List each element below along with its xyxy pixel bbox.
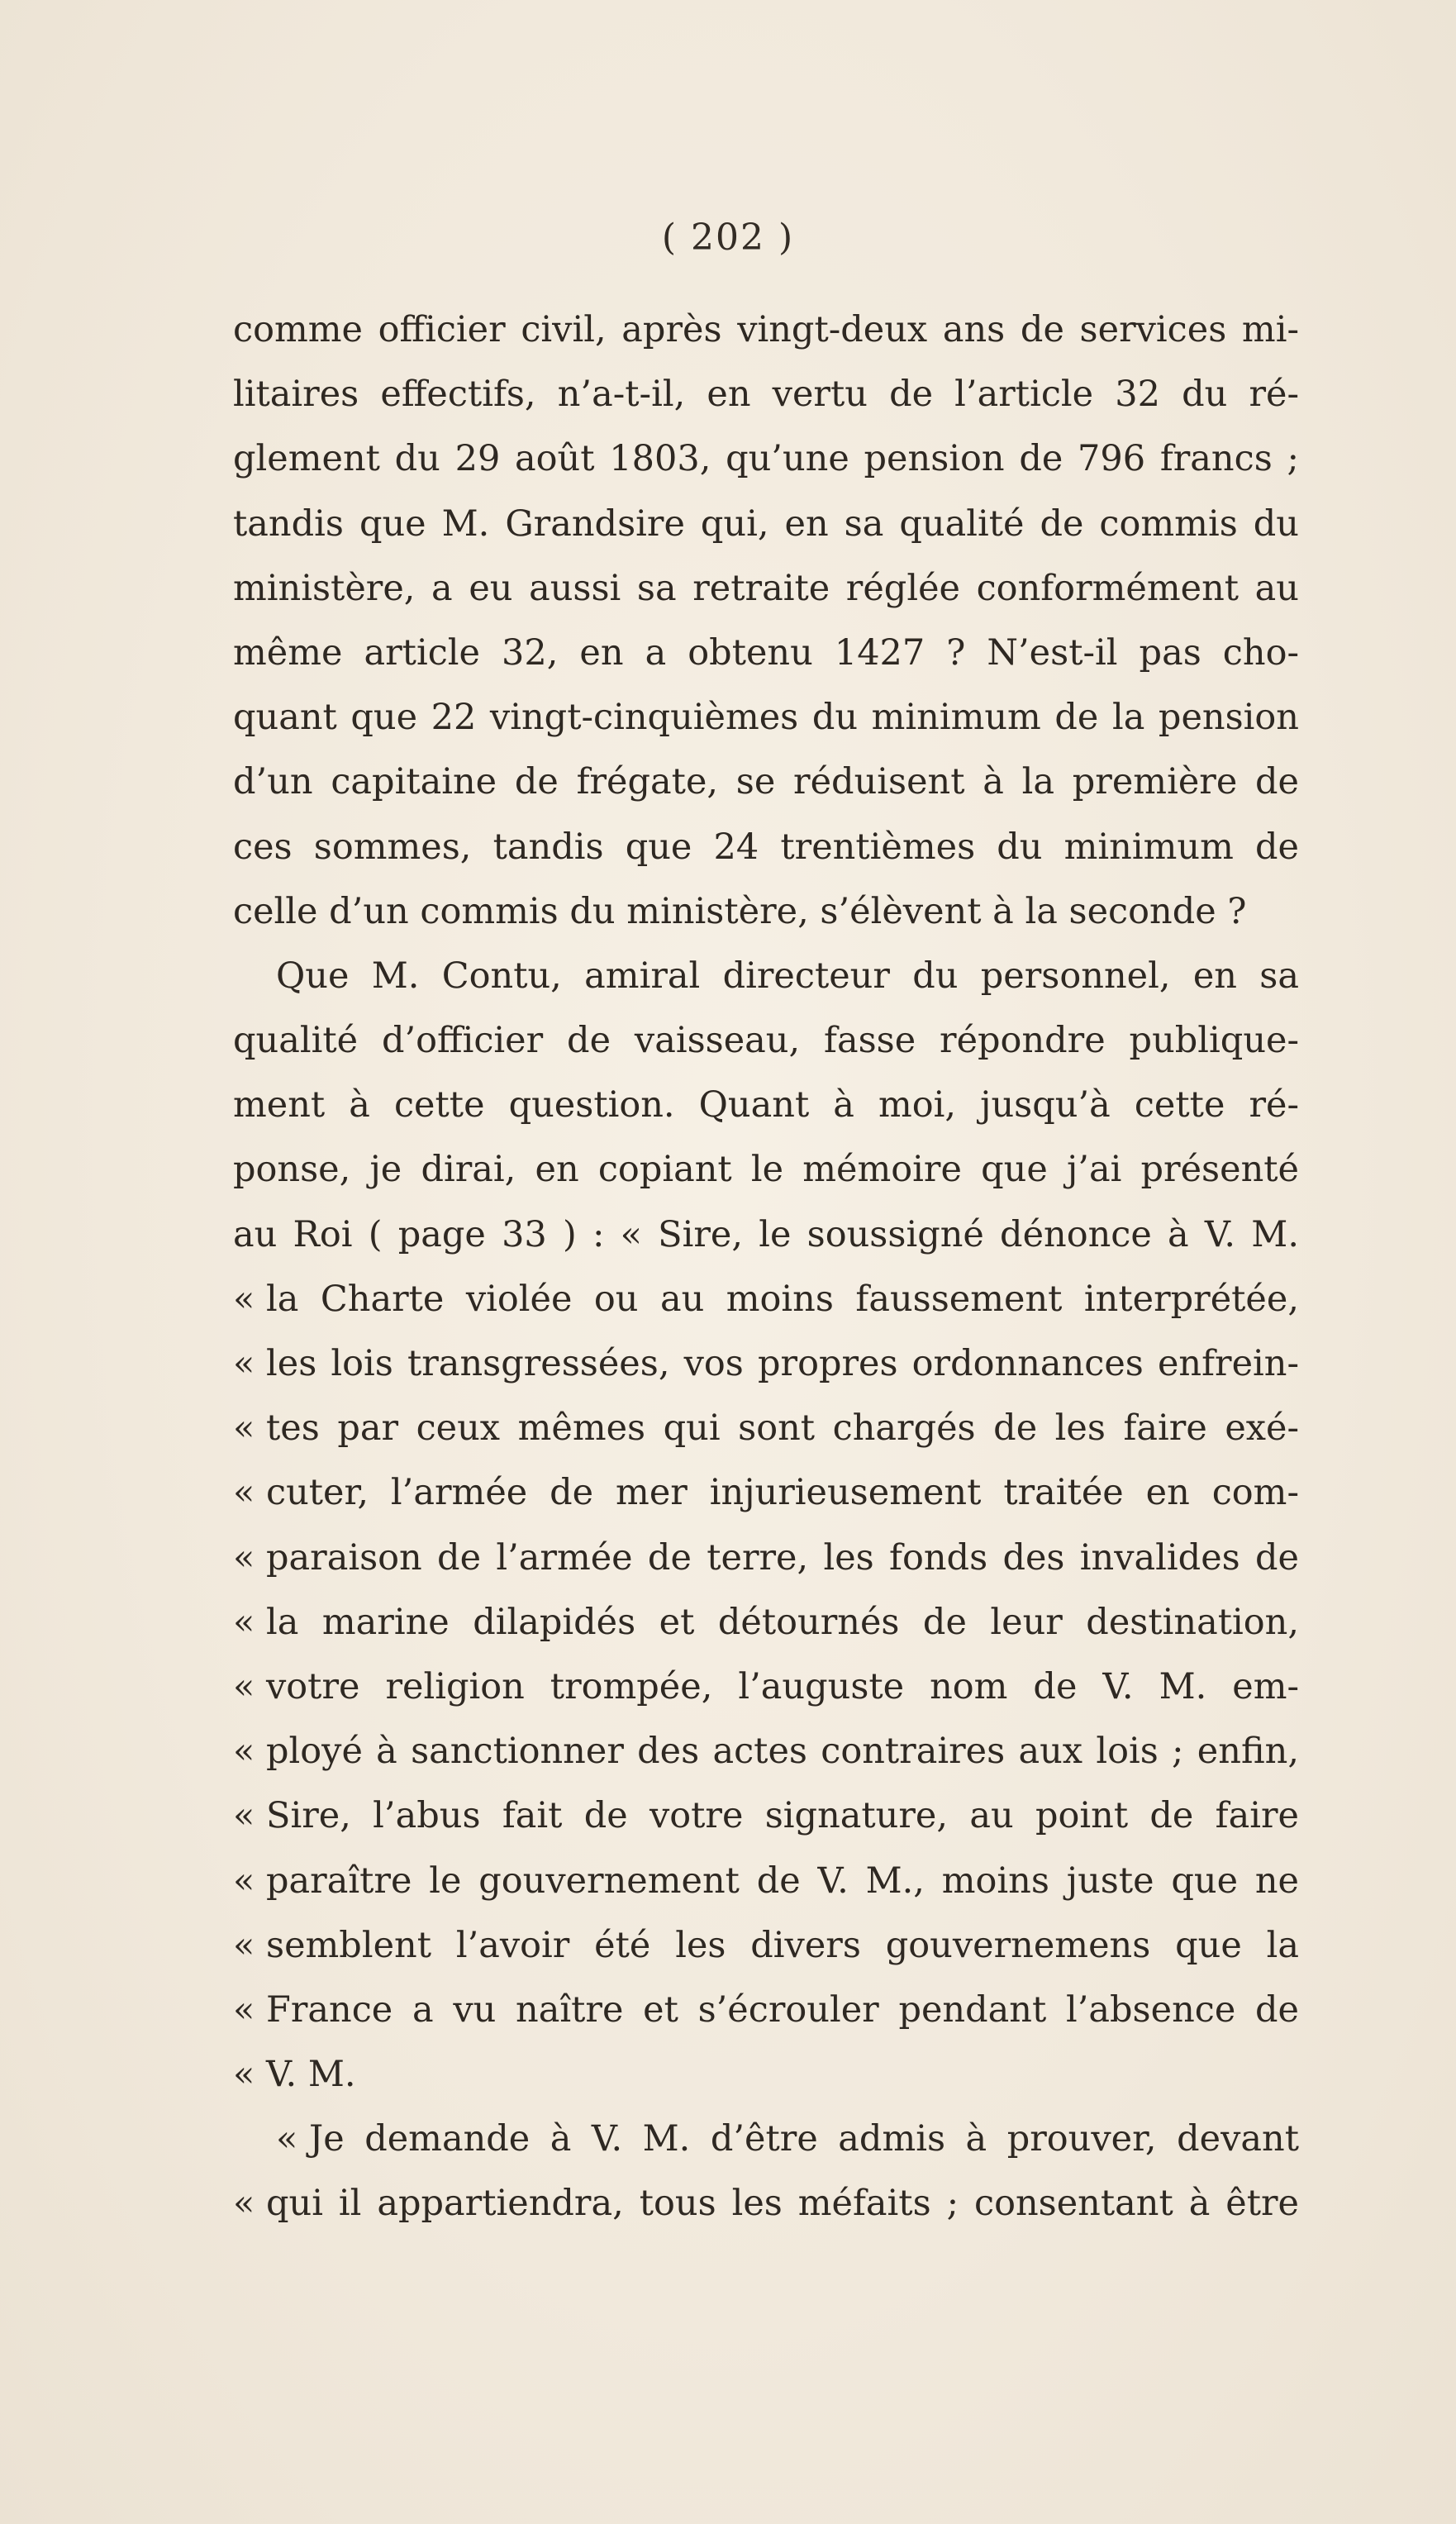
line-text: au Roi ( page 33 ) : « Sire, le soussigné dénonce à V. M.: [233, 1213, 1299, 1255]
line-text: paraître le gouvernement de V. M., moins juste que ne: [266, 1860, 1299, 1902]
text-line: [233, 1849, 1299, 1913]
text-line: [233, 1137, 1299, 1202]
line-text: tes par ceux mêmes qui sont chargés de les faire exé-: [266, 1407, 1299, 1450]
text-line: [233, 492, 1299, 556]
body-text: [233, 298, 1299, 2236]
quote-mark: «: [233, 1278, 255, 1320]
line-text: la Charte violée ou au moins faussement interprétée,: [266, 1278, 1299, 1320]
line-text: ministère, a eu aussi sa retraite réglée conformément au: [233, 567, 1299, 609]
line-text: semblent l’avoir été les divers gouvernemens que la: [266, 1924, 1299, 1966]
line-text: glement du 29 août 1803, qu’une pension de 796 francs ;: [233, 438, 1299, 480]
line-text: Je demande à V. M. d’être admis à prouver, devant: [309, 2118, 1299, 2160]
line-text: V. M.: [266, 2054, 356, 2096]
text-line: [233, 1655, 1299, 1719]
quote-mark: «: [233, 1536, 255, 1579]
text-line: [233, 1783, 1299, 1848]
text-line: [233, 1460, 1299, 1525]
line-text: ces sommes, tandis que 24 trentièmes du minimum de: [233, 826, 1299, 868]
line-text: même article 32, en a obtenu 1427 ? N’est-il pas cho-: [233, 631, 1299, 674]
page-number: ( 202 ): [661, 217, 795, 259]
line-text: tandis que M. Grandsire qui, en sa qualité de commis du: [233, 502, 1299, 545]
text-line: [233, 685, 1299, 750]
line-text: comme officier civil, après vingt-deux ans de services mi-: [233, 309, 1299, 350]
quote-mark: «: [276, 2118, 298, 2160]
text-line: [233, 1978, 1299, 2042]
line-text: celle d’un commis du ministère, s’élèvent à la seconde ?: [233, 890, 1247, 932]
text-line: [233, 298, 1299, 362]
line-text: France a vu naître et s’écrouler pendant l’absence de: [266, 1988, 1299, 2031]
text-line: [233, 556, 1299, 621]
quote-mark: «: [233, 1924, 255, 1966]
line-text: paraison de l’armée de terre, les fonds des invalides de: [266, 1536, 1299, 1579]
text-line: [233, 944, 1299, 1008]
text-line: [233, 426, 1299, 491]
text-line: [233, 879, 1299, 944]
text-line: [233, 1008, 1299, 1073]
quote-mark: «: [233, 1343, 255, 1384]
quote-mark: «: [233, 1795, 255, 1837]
quote-mark: «: [233, 1472, 255, 1514]
text-line: [233, 1913, 1299, 1978]
quote-mark: «: [233, 1601, 255, 1643]
line-text: d’un capitaine de frégate, se réduisent à la première de: [233, 761, 1299, 803]
text-line: [233, 1719, 1299, 1783]
quote-mark: «: [233, 1731, 255, 1773]
quote-mark: «: [233, 1988, 255, 2031]
text-line: [233, 750, 1299, 814]
line-text: votre religion trompée, l’auguste nom de V. M. em-: [266, 1665, 1299, 1707]
line-text: litaires effectifs, n’a-t-il, en vertu de l’article 32 du ré-: [233, 374, 1299, 416]
quote-mark: «: [233, 1407, 255, 1450]
line-text: qui il appartiendra, tous les méfaits ; consentant à être: [266, 2183, 1299, 2225]
text-line: [233, 1331, 1299, 1396]
text-line: [233, 621, 1299, 685]
line-text: ment à cette question. Quant à moi, jusqu’à cette ré-: [233, 1084, 1299, 1126]
text-line: [233, 1396, 1299, 1460]
line-text: ponse, je dirai, en copiant le mémoire que j’ai présenté: [233, 1149, 1299, 1191]
line-text: Sire, l’abus fait de votre signature, au point de faire: [266, 1795, 1299, 1837]
text-line: [233, 1590, 1299, 1655]
quote-mark: «: [233, 1860, 255, 1902]
quote-mark: «: [233, 1665, 255, 1707]
quote-mark: «: [233, 2183, 255, 2225]
line-text: les lois transgressées, vos propres ordonnances enfrein-: [266, 1343, 1299, 1384]
line-text: Que M. Contu, amiral directeur du personnel, en sa: [276, 955, 1299, 997]
text-line: [233, 1202, 1299, 1267]
text-line: [233, 2042, 1299, 2107]
text-line: [233, 2171, 1299, 2236]
text-line: [233, 2107, 1299, 2171]
quote-mark: «: [233, 2054, 255, 2096]
line-text: cuter, l’armée de mer injurieusement traitée en com-: [266, 1472, 1299, 1514]
line-text: la marine dilapidés et détournés de leur destination,: [266, 1601, 1299, 1643]
line-text: quant que 22 vingt-cinquièmes du minimum de la pension: [233, 697, 1299, 739]
text-line: [233, 1073, 1299, 1137]
text-line: [233, 1526, 1299, 1590]
line-text: qualité d’officier de vaisseau, fasse répondre publique-: [233, 1020, 1299, 1062]
text-line: [233, 815, 1299, 879]
text-line: [233, 362, 1299, 426]
text-line: [233, 1267, 1299, 1331]
line-text: ployé à sanctionner des actes contraires aux lois ; enfin,: [266, 1731, 1299, 1773]
